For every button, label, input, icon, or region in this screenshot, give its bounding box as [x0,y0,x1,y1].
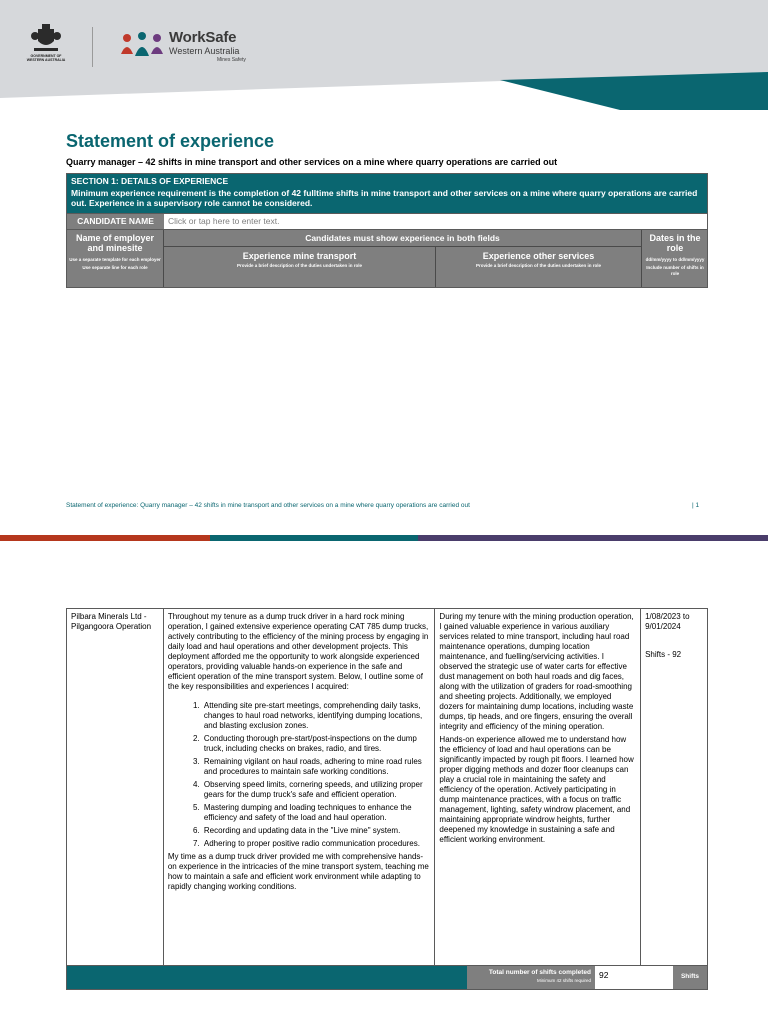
page-subtitle: Quarry manager – 42 shifts in mine transport and other services on a mine where quarry operations are carried out [66,157,558,167]
candidate-name-row [66,214,708,230]
stripe-purple [418,535,768,541]
logo-name: WorkSafe [169,29,237,46]
stripe-red [0,535,210,541]
total-row [67,965,707,989]
header-dates-label: Dates in the role [649,233,701,253]
header-dates-note-1: dd/mm/yyyy to dd/mm/yyyy [645,257,705,262]
stripe-teal [210,535,418,541]
list-item: 5. Mastering dumping and loading techniques to enhance the efficiency and safety of the load and haul operation. [202,803,431,823]
header-employer [67,230,164,287]
header-band [0,0,768,110]
logo-subtitle-2: Mines Safety [217,57,246,63]
experience-table [66,608,708,990]
logo-area [22,22,246,72]
section-title: SECTION 1: DETAILS OF EXPERIENCE [71,176,229,186]
list-item: 2. Conducting thorough pre-start/post-inspections on the dump truck, including checks on brakes, radio, and tires. [202,734,431,754]
total-label-note: Minimum 42 shifts required [536,978,591,983]
header-other-services [436,247,642,287]
mine-transport-cell[interactable] [164,609,436,965]
candidate-name-field[interactable]: Click or tap here to enter text. [164,214,707,229]
gov-logo-text: GOVERNMENT OF WESTERN AUSTRALIA [26,54,66,62]
header-employer-label: Name of employer and minesite [75,233,155,253]
other-services-paragraph-2: Hands-on experience allowed me to understand how the efficiency of load and haul operations can be significantly impacted by rough pit floors. I learned how proper digging methods and dozer floor cleanups can play a crucial role in maintaining the safety and efficiency of the operation. Actively participating in dump maintenance practices, with a focus on traffic management, lighting, safety windrow placement, and maintaining appropriate windrow heights, further deepened my knowledge in sustaining a safe and efficient working environment. [439,735,634,844]
header-both-fields: Candidates must show experience in both fields [164,230,642,247]
wa-government-crest [22,23,70,71]
list-item: 4. Observing speed limits, cornering speeds, and utilizing proper gears for the dump truck's safe and efficient operation. [202,780,431,800]
crest-icon [30,23,62,53]
total-label-text: Total number of shifts completed [488,969,591,976]
mine-transport-outro: My time as a dump truck driver provided me with comprehensive hands-on experience in the intricacies of the mine transport system, teaching me how to maintain a safe and efficient work environment while adapting to rapidly changing working conditions. [167,852,429,891]
list-item: 3. Remaining vigilant on haul roads, adhering to mine road rules and procedures to maintain safe working conditions. [202,757,431,777]
header-other-services-note: Provide a brief description of the duties undertaken in role [475,263,602,268]
header-employer-note-1: Use a separate template for each employer [69,257,161,262]
other-services-paragraph-1: During my tenure with the mining production operation, I gained valuable experience in various auxiliary services related to mine transport, including haul road maintenance operations, dumping location maintenance, and fuelling/servicing activities. I observed the strategic use of water carts for effective dust management on both haul roads and dig faces, along with the utilization of graders for road-smoothing and sheeting projects. Additionally, we employed dozers for maintaining dump locations, including waste dumps, tip heads, and ore fingers, ensuring the overall integrity and efficiency of the mining operation. [439,612,634,731]
mine-transport-intro: Throughout my tenure as a dump truck driver in a hard rock mining operation, I gained extensive experience operating CAT 785 dump trucks, actively contributing to the efficiency of the mining process by engaging in daily load and haul operations and other development projects. This deployment afforded me the opportunity to work alongside experienced operators, providing valuable hands-on experience in the safe and efficient operation of the mine transport system. Below, I outline some of the key responsibilities and experiences I acquired: [167,612,429,691]
total-spacer [67,966,467,989]
header-mine-transport-note: Provide a brief description of the duties undertaken in role [236,263,363,268]
list-item: 7. Adhering to proper positive radio communication procedures. [202,839,431,849]
page-title: Statement of experience [66,131,275,151]
section-requirement-text: Minimum experience requirement is the completion of 42 fulltime shifts in mine transport and other services on a mine where quarry operations are carried out. Experience in a supervisory role cannot be considered. [71,188,698,208]
page-divider-stripe [0,535,768,541]
employer-cell[interactable]: Pilbara Minerals Ltd - Pilgangoora Operation [67,609,164,965]
header-employer-note-2: Use separate line for each role [82,265,148,270]
table-row [67,609,707,965]
total-unit-label: Shifts [673,966,707,989]
header-dates [642,230,708,287]
header-mine-transport [164,247,436,287]
responsibilities-list [188,701,431,849]
list-item: 1. Attending site pre-start meetings, comprehending daily tasks, changes to haul road networks, identifying dumping locations, and blasting exclusion zones. [202,701,431,731]
list-item: 6. Recording and updating data in the "Live mine" system. [202,826,431,836]
dates-range: 1/08/2023 to 9/01/2024 [645,612,690,631]
header-mine-transport-label: Experience mine transport [242,251,357,261]
header-dates-note-2: Include number of shifts in role [646,265,704,276]
total-label [467,966,595,989]
section-header [66,173,708,214]
total-shifts-field[interactable]: 92 [595,966,673,989]
shifts-count: Shifts - 92 [645,650,682,659]
worksafe-figures-icon [119,30,165,60]
candidate-name-label: CANDIDATE NAME [67,214,164,229]
other-services-cell[interactable] [435,609,641,965]
page-number: | 1 [692,502,700,509]
table-header [66,230,708,288]
logo-subtitle: Western Australia [169,46,240,56]
page-footer: Statement of experience: Quarry manager – 42 shifts in mine transport and other services on a mine where quarry operations are carried out [66,502,470,509]
header-other-services-label: Experience other services [482,251,595,261]
logo-divider [92,27,93,67]
worksafe-logo [119,30,246,64]
dates-cell[interactable] [641,609,707,965]
